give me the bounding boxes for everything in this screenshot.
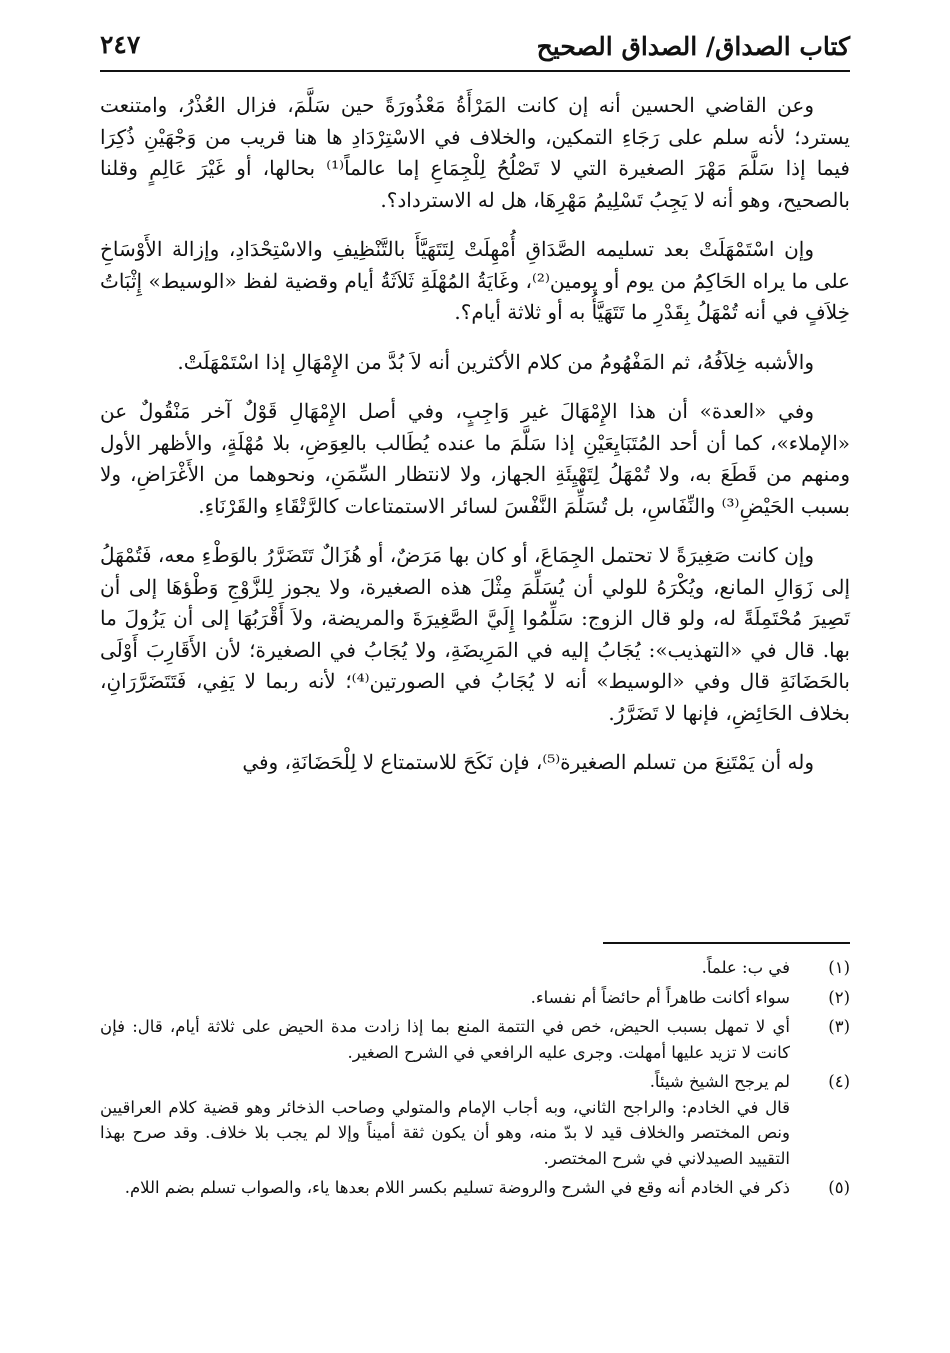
footnote-separator <box>603 942 850 944</box>
footnote-text: ذكر في الخادم أنه وقع في الشرح والروضة تسليم بكسر اللام بعدها ياء، والصواب تسلم بضم اللام. <box>124 1178 790 1197</box>
footnote-text: في ب: علماً. <box>701 958 790 977</box>
footnote-2 <box>100 985 850 1011</box>
paragraph-5: وإن كانت صَغِيرَةً لا تحتمل الجِمَاعَ، أو كان بها مَرَضٌ، أو هُزَالٌ تَتَضَرَّرُ بالوَطْءِ معه، فَتُمْهَلُ إلى زَوَالِ المانع، ويُكْرَهُ للولي أن يُسَلِّمَ مِثْلَ هذه الصغيرة، ولا يجوز لِلزَّوْجِ وَطْؤهَا إلى أن تَصِيرَ مُحْتَمِلَةً له، ولو قال الزوج: سَلِّمُوا إِلَيَّ الصَّغِيرَةَ والمريضة، ولاَ أَقْرَبُهَا إلى أن يَزُولَ ما بها. قال في «التهذيب»: يُجَابُ إليه في المَرِيضَةِ، ولا يُجَابُ في الصغيرة؛ لأن الأَقَارِبَ أَوْلَى بالحَضَانَةِ قال وفي «الوسيط» أنه لا يُجَابُ في الصورتين⁽⁴⁾؛ لأنه ربما لا يَفِي، فَتَتَضَرَّرَانِ، بخلاف الحَائِضِ، فإنها لا تَضَرَّرُ. <box>100 543 850 725</box>
footnote-number: (٥) <box>828 1178 850 1197</box>
footnote-number: (٣) <box>828 1017 850 1036</box>
paragraph-6: وله أن يَمْتَنِعَ من تسلم الصغيرة⁽⁵⁾، فإن نَكَحَ للاستمتاع لا لِلْحَضَانَةِ، وفي <box>242 750 814 774</box>
paragraph-4: وفي «العدة» أن هذا الإِمْهَالَ غير وَاجِبٍ، وفي أصل الإِمْهَالِ قَوْلٌ آخر مَنْقُولٌ عن «الإملاء»، كما أن أحد المُتَبَايِعَيْنِ إذا سَلَّمَ ما عنده يُطَالب بالعِوَضِ، بلا مُهْلَةٍ، والأظهر الأول ومنهم من قَطَعَ به، ولا تُمْهَلُ لِتَهْيِئَةِ الجهاز، ولا لانتظار السِّمَنِ، ونحوهما من الأَغْرَاضِ، ولا بسبب الحَيْضِ⁽³⁾ والنِّفَاسِ، بل تُسَلِّمَ النَّفْسَ لسائر الاستمتاعات كالرَّتْقَاءِ والقَرْنَاءِ. <box>100 399 851 518</box>
paragraph-1: وعن القاضي الحسين أنه إن كانت المَرْأَةُ مَعْذُورَةً حين سَلَّمَ، فزال العُذْرُ، وامتنعت يسترد؛ لأنه سلم على رَجَاءِ التمكين، والخلاف في الاسْتِرْدَادِ ها هنا قريب من وَجْهَيْنِ ذُكِرَا فيما إذا سَلَّمَ مَهْرَ الصغيرة التي لا تَصْلُحُ لِلْجِمَاعِ إما عالماً⁽¹⁾ بحالها، أو غَيْرَ عَالِمٍ وقلنا بالصحيح، وهو أنه لا يَجِبُ تَسْلِيمُ مَهْرِهَا، هل له الاسترداد؟. <box>100 93 850 212</box>
header-rule <box>100 70 850 72</box>
footnote-4 <box>100 1069 850 1171</box>
footnote-3 <box>100 1014 850 1065</box>
main-text <box>100 90 850 797</box>
footnote-number: (١) <box>828 958 850 977</box>
footnote-text: لم يرجح الشيخ شيئاً. <box>649 1072 790 1091</box>
footnote-text: أي لا تمهل بسبب الحيض، خص في التتمة المنع بما إذا زادت مدة الحيض على ثلاثة أيام، قال: فإن كانت لا تزيد عليها أمهلت. وجرى عليه الرافعي في الشرح الصغير. <box>100 1017 790 1062</box>
paragraph-2: وإن اسْتَمْهَلَتْ بعد تسليمه الصَّدَاقِ أُمْهِلَتْ لِتَتَهَيَّأَ بالتَّنْظِيفِ والاسْتِحْدَادِ، وإزالة الأَوْسَاخِ على ما يراه الحَاكِمُ من يوم أو يومين⁽²⁾، وغَايَةُ المُهْلَةِ ثَلاَثَةُ أيام وقضية لفظ «الوسيط» إِثْبَاتُ خِلاَفٍ في أنه تُمْهَلُ بِقَدْرِ ما تَتَهَيَّأُ به أو ثلاثة أيام؟. <box>100 237 851 324</box>
footnote-text: قال في الخادم: والراجح الثاني، وبه أجاب الإمام والمتولي وصاحب الذخائر وهو قضية كلام العراقيين ونص المختصر والخلاف قيد لا بدّ منه، وهو أن يكون ثقة أميناً وإلا لم يجب بلا خلاف. وقد صرح بهذا التقييد الصيدلاني في شرح المختصر. <box>100 1097 790 1168</box>
footnote-text: سواء أكانت طاهراً أم حائضاً أم نفساء. <box>530 987 790 1007</box>
running-header <box>100 28 850 68</box>
footnote-5 <box>100 1175 850 1201</box>
running-title: كتاب الصداق/ الصداق الصحيح <box>536 32 850 61</box>
page-number: ٢٤٧ <box>100 30 141 59</box>
footnotes <box>100 955 850 1205</box>
footnote-1 <box>100 955 850 981</box>
footnote-number: (٤) <box>828 1072 850 1091</box>
paragraph-3: والأشبه خِلاَفُهُ، ثم المَفْهُومُ من كلام الأكثرين أنه لاَ بُدَّ من الإِمْهَالِ إذا اسْتَمْهَلَتْ. <box>177 349 814 374</box>
footnote-number: (٢) <box>828 987 850 1007</box>
